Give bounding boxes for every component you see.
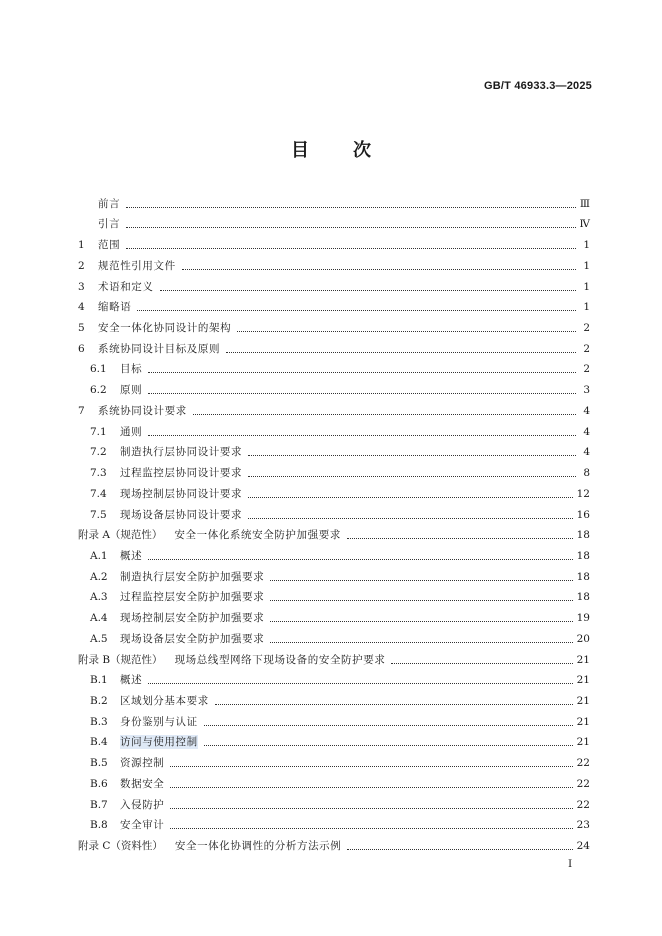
- toc-entry-label: 术语和定义: [98, 280, 154, 293]
- toc-entry[interactable]: [78, 584, 590, 605]
- toc-entry-label: 概述: [120, 549, 143, 562]
- toc-entry-page: 19: [576, 612, 590, 625]
- toc-entry-page: 18: [576, 591, 590, 604]
- toc-entry[interactable]: [78, 439, 590, 460]
- toc-entry[interactable]: [78, 418, 590, 439]
- toc-entry-number: B.5: [90, 757, 108, 770]
- toc-leader-dots: [204, 724, 573, 726]
- toc-entry[interactable]: [78, 397, 590, 418]
- toc-entry[interactable]: [78, 832, 590, 853]
- toc-entry[interactable]: [78, 542, 590, 563]
- toc-entry-number: A.4: [90, 612, 108, 625]
- toc-entry-number: A.3: [90, 591, 108, 604]
- toc-entry[interactable]: [78, 791, 590, 812]
- toc-leader-dots: [204, 744, 573, 746]
- toc-entry-page: Ⅲ: [579, 197, 590, 210]
- toc-entry-number: 附录 C（资料性）: [78, 840, 163, 852]
- toc-leader-dots: [270, 599, 572, 601]
- toc-leader-dots: [148, 682, 572, 684]
- toc-entry-page: 1: [583, 280, 590, 293]
- toc-leader-dots: [170, 786, 572, 788]
- toc-leader-dots: [148, 558, 572, 560]
- toc-entry-number: B.7: [90, 798, 108, 811]
- toc-entry-label: 区域划分基本要求: [120, 694, 209, 707]
- toc-leader-dots: [270, 579, 572, 581]
- toc-entry-page: 21: [576, 653, 590, 666]
- toc-leader-dots: [148, 392, 576, 394]
- toc-entry-label: 系统协同设计要求: [98, 404, 187, 417]
- toc-entry-label: 安全一体化协调性的分析方法示例: [174, 840, 342, 852]
- toc-entry-page: 21: [576, 674, 590, 687]
- toc-entry-page: 22: [576, 777, 590, 790]
- toc-leader-dots: [193, 413, 576, 415]
- toc-entry[interactable]: [78, 294, 590, 315]
- toc-entry[interactable]: [78, 563, 590, 584]
- toc-leader-dots: [391, 662, 572, 664]
- toc-entry-number: A.2: [90, 570, 108, 583]
- toc-entry-number: 7: [78, 404, 85, 417]
- toc-entry-page: 18: [576, 549, 590, 562]
- toc-entry-page: 2: [583, 322, 590, 335]
- toc-entry-page: Ⅳ: [579, 218, 590, 231]
- toc-entry[interactable]: [78, 522, 590, 543]
- toc-entry-page: 3: [583, 384, 590, 397]
- toc-entry-label: 目标: [120, 363, 143, 376]
- toc-leader-dots: [126, 226, 575, 228]
- toc-leader-dots: [270, 620, 572, 622]
- toc-entry-page: 4: [583, 404, 590, 417]
- toc-entry-number: B.2: [90, 694, 108, 707]
- toc-entry-label: 访问与使用控制: [120, 736, 198, 749]
- toc-entry[interactable]: [78, 356, 590, 377]
- toc-entry-label: 制造执行层安全防护加强要求: [120, 570, 265, 583]
- toc-entry[interactable]: [78, 459, 590, 480]
- toc-leader-dots: [248, 517, 573, 519]
- toc-entry[interactable]: [78, 211, 590, 232]
- toc-entry-page: 22: [576, 798, 590, 811]
- toc-entry[interactable]: [78, 376, 590, 397]
- toc-entry-label: 规范性引用文件: [98, 259, 176, 272]
- toc-entry-number: 附录 B（规范性）: [78, 653, 163, 666]
- toc-entry-label: 原则: [120, 384, 143, 397]
- toc-entry[interactable]: [78, 480, 590, 501]
- toc-entry-page: 18: [576, 570, 590, 583]
- toc-entry-number: A.5: [90, 632, 108, 645]
- page-title: [0, 136, 662, 162]
- toc-entry-label: 身份鉴别与认证: [120, 715, 198, 728]
- toc-entry[interactable]: [78, 625, 590, 646]
- toc-entry-page: 22: [576, 757, 590, 770]
- toc-leader-dots: [248, 454, 576, 456]
- toc-entry-page: 4: [583, 446, 590, 459]
- toc-entry-page: 23: [576, 819, 590, 832]
- toc-entry-number: 7.5: [90, 508, 107, 521]
- toc-entry-number: B.8: [90, 819, 108, 832]
- toc-entry-number: 3: [78, 280, 85, 293]
- toc-entry-number: A.1: [90, 549, 108, 562]
- toc-entry[interactable]: [78, 335, 590, 356]
- toc-leader-dots: [160, 289, 577, 291]
- toc-entry-number: 5: [78, 322, 85, 335]
- toc-entry[interactable]: [78, 667, 590, 688]
- toc-entry-page: 1: [583, 259, 590, 272]
- toc-entry-label: 资源控制: [120, 757, 165, 770]
- toc-entry-number: 6: [78, 342, 85, 355]
- toc-entry-page: 18: [576, 529, 590, 542]
- toc-leader-dots: [170, 827, 572, 829]
- toc-entry[interactable]: [78, 749, 590, 770]
- toc-entry[interactable]: [78, 812, 590, 833]
- toc-entry[interactable]: [78, 501, 590, 522]
- toc-entry-label: 数据安全: [120, 777, 165, 790]
- toc-entry-label: 现场设备层安全防护加强要求: [120, 632, 265, 645]
- toc-entry-label: 前言: [98, 197, 121, 210]
- toc-entry-number: 2: [78, 259, 85, 272]
- toc-entry-page: 24: [576, 840, 590, 852]
- title-char-1: 目: [291, 140, 309, 161]
- toc-entry-number: 7.3: [90, 467, 107, 480]
- toc-leader-dots: [226, 351, 576, 353]
- toc-entry-number: 1: [78, 239, 85, 252]
- toc-entry[interactable]: [78, 604, 590, 625]
- toc-entry-number: 7.2: [90, 446, 107, 459]
- toc-entry[interactable]: [78, 190, 590, 211]
- toc-entry-page: 12: [576, 487, 590, 500]
- toc-entry-number: B.3: [90, 715, 108, 728]
- toc-entry-label: 引言: [98, 218, 121, 231]
- toc-leader-dots: [126, 247, 576, 249]
- toc-entry-label: 入侵防护: [120, 798, 165, 811]
- toc-entry-page: 21: [576, 715, 590, 728]
- toc-leader-dots: [148, 434, 576, 436]
- toc-entry[interactable]: [78, 252, 590, 273]
- toc-entry[interactable]: [78, 708, 590, 729]
- toc-entry[interactable]: [78, 646, 590, 667]
- toc-entry-page: 21: [576, 694, 590, 707]
- toc-leader-dots: [347, 848, 572, 850]
- toc-entry-page: 4: [583, 425, 590, 438]
- toc-entry-page: 8: [583, 467, 590, 480]
- toc-leader-dots: [237, 330, 576, 332]
- toc-leader-dots: [347, 537, 573, 539]
- standard-code: GB/T 46933.3—2025: [484, 80, 592, 92]
- toc-entry-label: 现场设备层协同设计要求: [120, 508, 243, 521]
- toc-leader-dots: [126, 206, 576, 208]
- toc-entry-label: 范围: [98, 239, 121, 252]
- toc-entry-number: 7.1: [90, 425, 107, 438]
- toc-entry-label: 现场控制层安全防护加强要求: [120, 612, 265, 625]
- toc-entry-label: 通则: [120, 425, 143, 438]
- toc-entry-label: 缩略语: [98, 301, 132, 314]
- toc-entry-page: 1: [583, 301, 590, 314]
- toc-entry-label: 系统协同设计目标及原则: [98, 342, 221, 355]
- toc-entry-label: 安全一体化系统安全防护加强要求: [174, 529, 341, 542]
- toc-entry[interactable]: [78, 231, 590, 252]
- toc-entry-number: B.4: [90, 736, 108, 749]
- toc-entry-page: 20: [576, 632, 590, 645]
- toc-entry-label: 安全审计: [120, 819, 165, 832]
- toc-entry[interactable]: [78, 314, 590, 335]
- toc-entry-label: 安全一体化协同设计的架构: [98, 322, 232, 335]
- toc-entry-page: 21: [576, 736, 590, 749]
- toc-entry[interactable]: [78, 687, 590, 708]
- toc-leader-dots: [182, 268, 576, 270]
- toc-entry-page: 2: [583, 342, 590, 355]
- toc-entry-label: 过程监控层协同设计要求: [120, 467, 243, 480]
- toc-entry-number: 4: [78, 301, 85, 314]
- toc-entry-number: 附录 A（规范性）: [78, 529, 163, 542]
- title-char-2: 次: [353, 140, 371, 161]
- toc-leader-dots: [170, 765, 572, 767]
- toc-entry-label: 过程监控层安全防护加强要求: [120, 591, 265, 604]
- toc-entry[interactable]: [78, 273, 590, 294]
- toc-entry-page: 1: [583, 239, 590, 252]
- toc-leader-dots: [248, 475, 576, 477]
- toc-leader-dots: [148, 371, 576, 373]
- table-of-contents: [78, 190, 590, 853]
- toc-leader-dots: [170, 807, 572, 809]
- toc-entry[interactable]: [78, 770, 590, 791]
- toc-entry-number: B.6: [90, 777, 108, 790]
- toc-leader-dots: [215, 703, 573, 705]
- toc-entry-label: 现场总线型网络下现场设备的安全防护要求: [174, 653, 386, 666]
- toc-leader-dots: [248, 496, 573, 498]
- toc-entry-number: 6.1: [90, 363, 107, 376]
- toc-entry-label: 制造执行层协同设计要求: [120, 446, 243, 459]
- toc-entry-label: 概述: [120, 674, 143, 687]
- toc-leader-dots: [137, 309, 576, 311]
- toc-entry-number: 7.4: [90, 487, 107, 500]
- toc-entry-page: 2: [583, 363, 590, 376]
- toc-entry[interactable]: [78, 729, 590, 750]
- footer-page-number: I: [568, 858, 573, 870]
- toc-leader-dots: [270, 641, 572, 643]
- toc-entry-number: B.1: [90, 674, 108, 687]
- toc-entry-page: 16: [576, 508, 590, 521]
- toc-entry-number: 6.2: [90, 384, 107, 397]
- toc-entry-label: 现场控制层协同设计要求: [120, 487, 243, 500]
